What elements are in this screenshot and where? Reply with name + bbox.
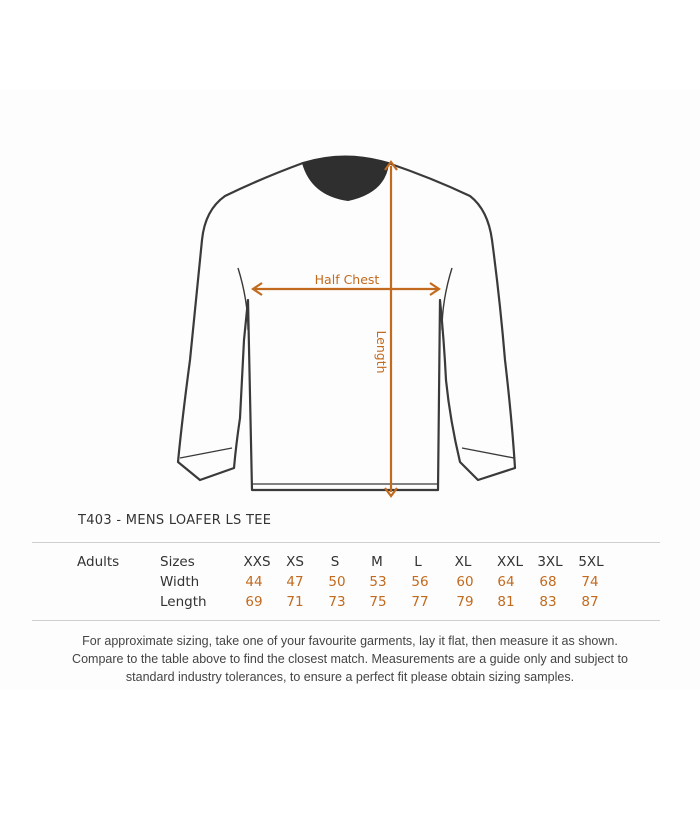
size-header: 3XL: [537, 554, 563, 570]
length-value: 73: [328, 594, 346, 610]
table-top-divider: [32, 542, 660, 543]
size-header: XXS: [243, 554, 271, 570]
width-value: 50: [328, 574, 346, 590]
width-value: 56: [411, 574, 429, 590]
length-value: 69: [245, 594, 263, 610]
width-value: 74: [581, 574, 599, 590]
row-label-sizes: Sizes: [160, 554, 195, 570]
width-value: 64: [497, 574, 515, 590]
sizing-note-line: standard industry tolerances, to ensure a perfect fit please obtain sizing samples.: [125, 670, 575, 684]
garment-outline: [178, 163, 515, 490]
length-value: 81: [497, 594, 515, 610]
left-cuff: [180, 448, 232, 458]
right-cuff: [462, 448, 514, 458]
width-value: 53: [369, 574, 387, 590]
size-header: S: [330, 554, 340, 570]
sizing-note-line: Compare to the table above to find the closest match. Measurements are a guide only and subject to: [72, 652, 628, 666]
length-value: 87: [581, 594, 599, 610]
width-value: 47: [286, 574, 304, 590]
size-header: L: [414, 554, 422, 570]
length-label: Length: [374, 330, 389, 374]
width-value: 60: [456, 574, 474, 590]
sizing-note: [20, 632, 680, 686]
length-value: 71: [286, 594, 304, 610]
size-header: XL: [454, 554, 472, 570]
length-value: 77: [411, 594, 429, 610]
sizing-note-line: For approximate sizing, take one of your favourite garments, lay it flat, then measure it as shown.: [82, 634, 618, 648]
right-side-seam: [442, 268, 452, 330]
collar-shape: [303, 157, 388, 201]
product-title: T403 - MENS LOAFER LS TEE: [78, 513, 272, 528]
size-header: XS: [286, 554, 304, 570]
width-value: 44: [245, 574, 263, 590]
size-header: XXL: [496, 554, 524, 570]
length-measure: [385, 162, 397, 496]
size-header: 5XL: [578, 554, 604, 570]
width-value: 68: [539, 574, 557, 590]
row-label-width: Width: [160, 574, 200, 590]
length-value: 83: [539, 594, 557, 610]
table-bottom-divider: [32, 620, 660, 621]
row-label-length: Length: [160, 594, 207, 610]
length-value: 79: [456, 594, 474, 610]
length-value: 75: [369, 594, 387, 610]
size-header: M: [371, 554, 383, 570]
group-label: Adults: [77, 554, 120, 570]
half-chest-label: Half Chest: [314, 272, 380, 287]
